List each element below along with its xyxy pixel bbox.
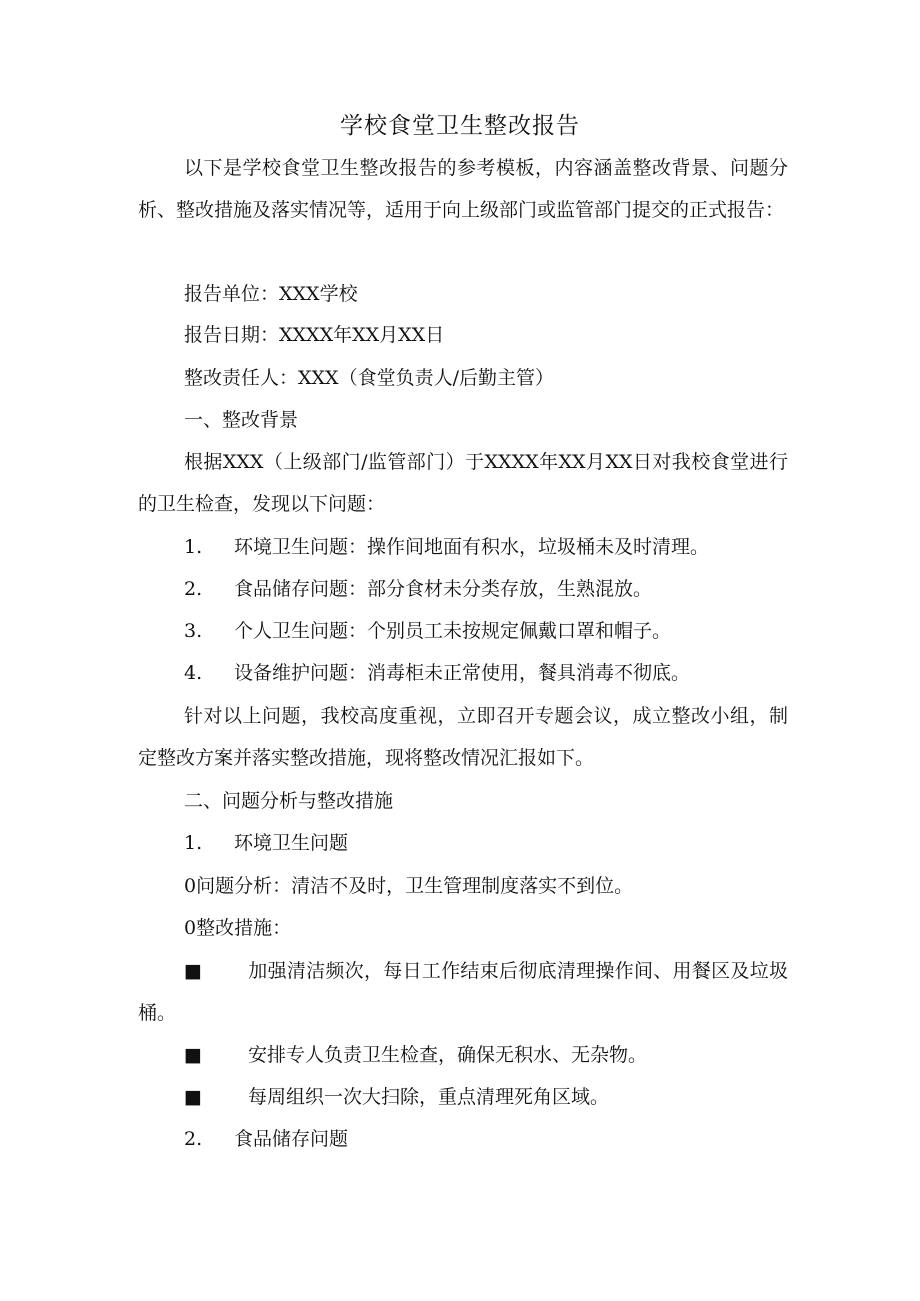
issue-item: [184, 526, 709, 568]
issue-number: 1.: [184, 536, 203, 558]
subsection-title: 食品储存问题: [234, 1128, 349, 1150]
document-title: 学校食堂卫生整改报告: [340, 113, 580, 139]
responsible-person: 整改责任人：XXX（食堂负责人/后勤主管）: [184, 367, 554, 389]
intro-paragraph: 以下是学校食堂卫生整改报告的参考模板，内容涵盖整改背景、问题分析、整改措施及落实情况等，适用于向上级部门或监管部门提交的正式报告：: [138, 157, 788, 221]
measure-item: [138, 950, 788, 1034]
issue-item: [184, 610, 671, 652]
measures-label: 0整改措施：: [184, 917, 292, 939]
measure-item: [184, 1034, 647, 1076]
issue-text: 个人卫生问题：个别员工未按规定佩戴口罩和帽子。: [234, 620, 672, 642]
square-bullet-icon: ■: [184, 960, 202, 982]
square-bullet-icon: ■: [184, 1044, 202, 1066]
issue-item: [184, 568, 652, 610]
subsection-number: 2.: [184, 1128, 203, 1150]
issue-number: 2.: [184, 578, 203, 600]
issue-number: 4.: [184, 662, 203, 684]
issue-text: 食品储存问题：部分食材未分类存放，生熟混放。: [234, 578, 653, 600]
report-unit: 报告单位：XXX学校: [184, 283, 358, 305]
subsection-heading: [184, 1118, 348, 1160]
measure-text: 加强清洁频次，每日工作结束后彻底清理操作间、用餐区及垃圾桶。: [138, 960, 788, 1024]
issue-number: 3.: [184, 620, 203, 642]
problem-analysis: 0问题分析：清洁不及时，卫生管理制度落实不到位。: [184, 875, 634, 897]
measure-text: 安排专人负责卫生检查，确保无积水、无杂物。: [248, 1044, 648, 1066]
report-date: 报告日期：XXXX年XX月XX日: [184, 324, 445, 346]
issue-item: [184, 652, 690, 694]
subsection-number: 1.: [184, 832, 203, 854]
subsection-title: 环境卫生问题: [234, 832, 349, 854]
issue-text: 设备维护问题：消毒柜未正常使用，餐具消毒不彻底。: [234, 662, 691, 684]
section-heading-background: 一、整改背景: [184, 409, 299, 431]
subsection-heading: [184, 822, 348, 864]
measure-text: 每周组织一次大扫除，重点清理死角区域。: [248, 1086, 610, 1108]
measure-item: [184, 1076, 609, 1118]
response-paragraph: 针对以上问题，我校高度重视，立即召开专题会议，成立整改小组，制定整改方案并落实整改措施，现将整改情况汇报如下。: [138, 705, 788, 769]
section-heading-measures: 二、问题分析与整改措施: [184, 790, 394, 812]
square-bullet-icon: ■: [184, 1086, 202, 1108]
issue-text: 环境卫生问题：操作间地面有积水，垃圾桶未及时清理。: [234, 536, 710, 558]
background-paragraph: 根据XXX（上级部门/监管部门）于XXXX年XX月XX日对我校食堂进行的卫生检查，发现以下问题：: [138, 451, 788, 515]
